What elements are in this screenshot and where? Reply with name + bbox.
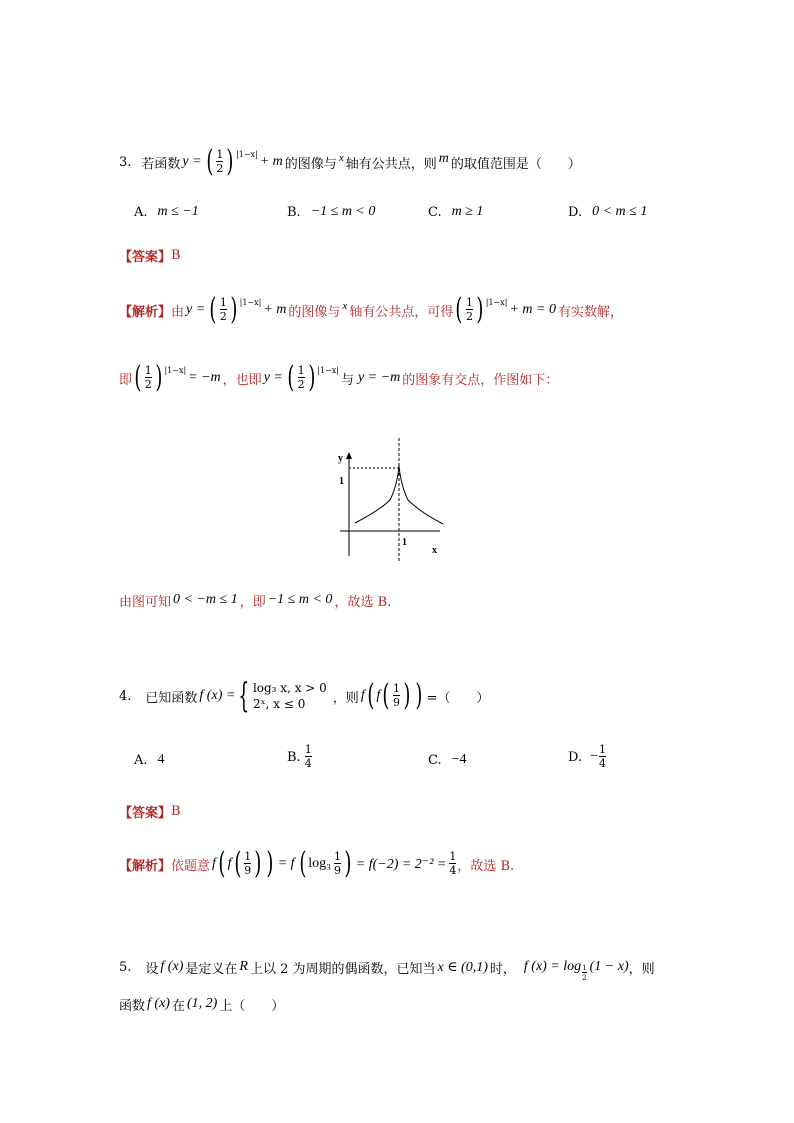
q5-stem-line2: 函数 f (x) 在 (1, 2) 上（ ） [119, 996, 285, 1014]
q4-piecewise: log₃ x, x > 0 2ˣ, x ≤ 0 [252, 681, 327, 711]
q3-option-d: D. 0 < m ≤ 1 [568, 204, 648, 220]
q3-analysis-line1: 【解析】 由 y = ( $\frac{1}{2}$ ) |1−x| + m 的图像与 x 轴有公共点，可得 ( $\frac{1}{2}$ ) |1−x| + m = 0 有实数解， [119, 292, 623, 327]
q4-option-b: B. $\frac{1}{4}$ [287, 743, 312, 770]
q4-stem: 4. 已知函数 f (x) = { log₃ x, x > 0 2ˣ, x ≤ 0 ，则 f ( f ( $\frac{1}{9}$ ) ) =（ ） [119, 676, 490, 716]
q3-option-b: B. −1 ≤ m < 0 [287, 204, 376, 220]
graph-y-label: y [338, 453, 343, 464]
graph-x-tick-1: 1 [402, 537, 407, 548]
q3-conclusion: 由图可知 0 < −m ≤ 1 ，即 −1 ≤ m < 0 ，故选 B. [119, 592, 392, 610]
q4-option-d: D. − $\frac{1}{4}$ [568, 743, 606, 770]
q3-option-a: A. m ≤ −1 [134, 204, 199, 220]
q4-option-c: C. −4 [428, 752, 467, 768]
q3-option-c: C. m ≥ 1 [428, 204, 484, 220]
graph-x-label: x [432, 545, 437, 556]
graph-y-tick-1: 1 [339, 476, 344, 487]
q5-number: 5. [119, 959, 132, 975]
q4-answer: 【答案】 B [119, 803, 181, 821]
q3-number: 3. [119, 154, 132, 170]
q3-analysis-line2: 即 ( $\frac{1}{2}$ ) |1−x| = −m ，也即 y = ( $\frac{1}{2}$ ) |1−x| 与 y = −m 的图象有交点，作图如下： [119, 360, 559, 395]
q3-stem: 3. 若函数 y = ( $\frac{1}{2}$ ) |1−x| + m 的图像与 x 轴有公共点，则 m 的取值范围是（ ） [119, 144, 581, 179]
q4-analysis: 【解析】 依题意 f ( f ( $\frac{1}{9}$ ) ) = f ( log₃ $\frac{1}{9}$ ) = f(−2) = 2⁻² = $\frac{1}{4}$ ，故选 B. [119, 846, 515, 881]
q3-graph [335, 438, 455, 568]
q4-option-a: A. 4 [134, 752, 165, 768]
q3-answer: 【答案】 B [119, 247, 181, 265]
q4-number: 4. [119, 688, 132, 704]
q5-stem-line1: 5. 设 f (x) 是定义在 R 上以 2 为周期的偶函数，已知当 x ∈ (0,1) 时， f (x) = log $\frac{1}{2}$ (1 − x) ，则 [119, 959, 655, 982]
graph-y-arrow [346, 452, 352, 459]
q3-half-fraction: $\frac{1}{2}$ [216, 148, 224, 175]
